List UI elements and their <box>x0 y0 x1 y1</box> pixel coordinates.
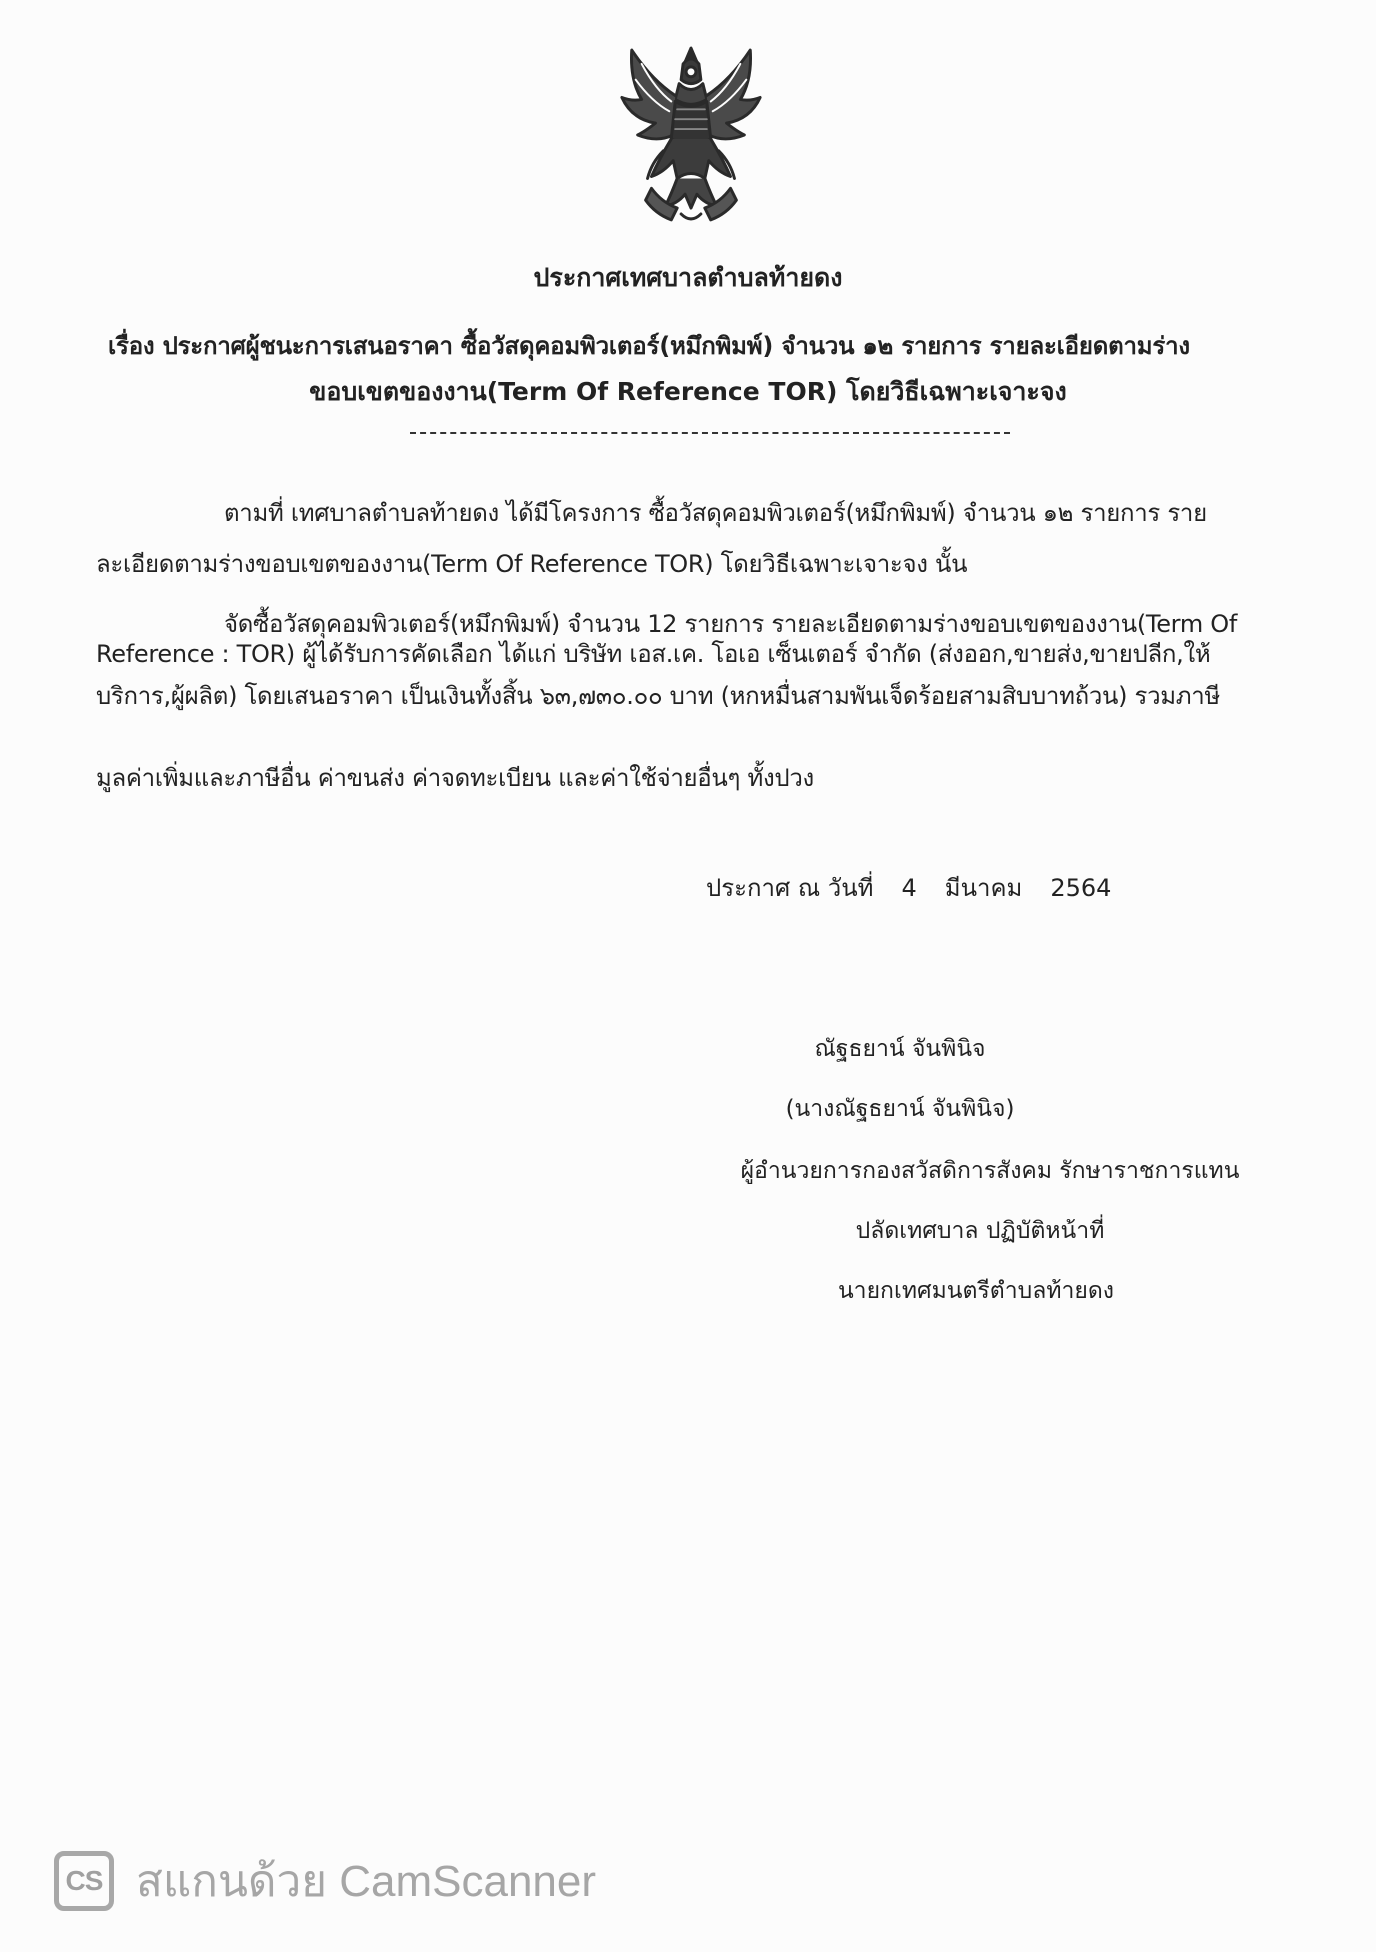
announcement-month: มีนาคม <box>944 874 1023 902</box>
paragraph-1-line-2: ละเอียดตามร่างขอบเขตของงาน(Term Of Reference TOR) โดยวิธีเฉพาะเจาะจง นั้น <box>96 550 968 578</box>
signatory-position-2: ปลัดเทศบาล ปฏิบัติหน้าที่ <box>855 1218 1105 1244</box>
camscanner-logo-icon: CS <box>54 1851 114 1911</box>
signature-name: ณัฐธยาน์ จันพินิจ <box>814 1036 986 1062</box>
camscanner-watermark <box>54 1846 596 1916</box>
announcement-day: 4 <box>901 874 917 902</box>
subject-line-2: ขอบเขตของงาน(Term Of Reference TOR) โดยวิธีเฉพาะเจาะจง <box>309 377 1067 406</box>
camscanner-text: สแกนด้วย CamScanner <box>136 1857 597 1906</box>
divider <box>410 432 1010 434</box>
announcement-label: ประกาศ ณ วันที่ <box>706 874 874 902</box>
paragraph-2-line-2: Reference : TOR) ผู้ได้รับการคัดเลือก ได้แก่ บริษัท เอส.เค. โอเอ เซ็นเตอร์ จำกัด (ส่งออก,ขายส่ง,ขายปลีก,ให้ <box>96 640 1211 668</box>
garuda-emblem-icon <box>612 40 770 228</box>
announcement-year: 2564 <box>1050 874 1112 902</box>
signatory-full-name: (นางณัฐธยาน์ จันพินิจ) <box>785 1096 1015 1122</box>
paragraph-1-line-1: ตามที่ เทศบาลตำบลท้ายดง ได้มีโครงการ ซื้อวัสดุคอมพิวเตอร์(หมึกพิมพ์) จำนวน ๑๒ รายการ ราย <box>224 499 1207 527</box>
announcement-date <box>706 872 1111 904</box>
subject-line-1: เรื่อง ประกาศผู้ชนะการเสนอราคา ซื้อวัสดุคอมพิวเตอร์(หมึกพิมพ์) จำนวน ๑๒ รายการ รายละเอียดตามร่าง <box>108 332 1190 360</box>
paragraph-2-line-3: บริการ,ผู้ผลิต) โดยเสนอราคา เป็นเงินทั้งสิ้น ๖๓,๗๓๐.๐๐ บาท (หกหมื่นสามพันเจ็ดร้อยสามสิบบาทถ้วน) รวมภาษี <box>96 682 1221 710</box>
paragraph-2-line-4: มูลค่าเพิ่มและภาษีอื่น ค่าขนส่ง ค่าจดทะเบียน และค่าใช้จ่ายอื่นๆ ทั้งปวง <box>96 764 814 792</box>
signatory-position-1: ผู้อำนวยการกองสวัสดิการสังคม รักษาราชการแทน <box>740 1158 1240 1184</box>
signatory-position-3: นายกเทศมนตรีตำบลท้ายดง <box>837 1278 1115 1304</box>
document-heading: ประกาศเทศบาลตำบลท้ายดง <box>533 263 843 292</box>
paragraph-2-line-1: จัดซื้อวัสดุคอมพิวเตอร์(หมึกพิมพ์) จำนวน 12 รายการ รายละเอียดตามร่างขอบเขตของงาน(Term Of <box>224 610 1237 638</box>
